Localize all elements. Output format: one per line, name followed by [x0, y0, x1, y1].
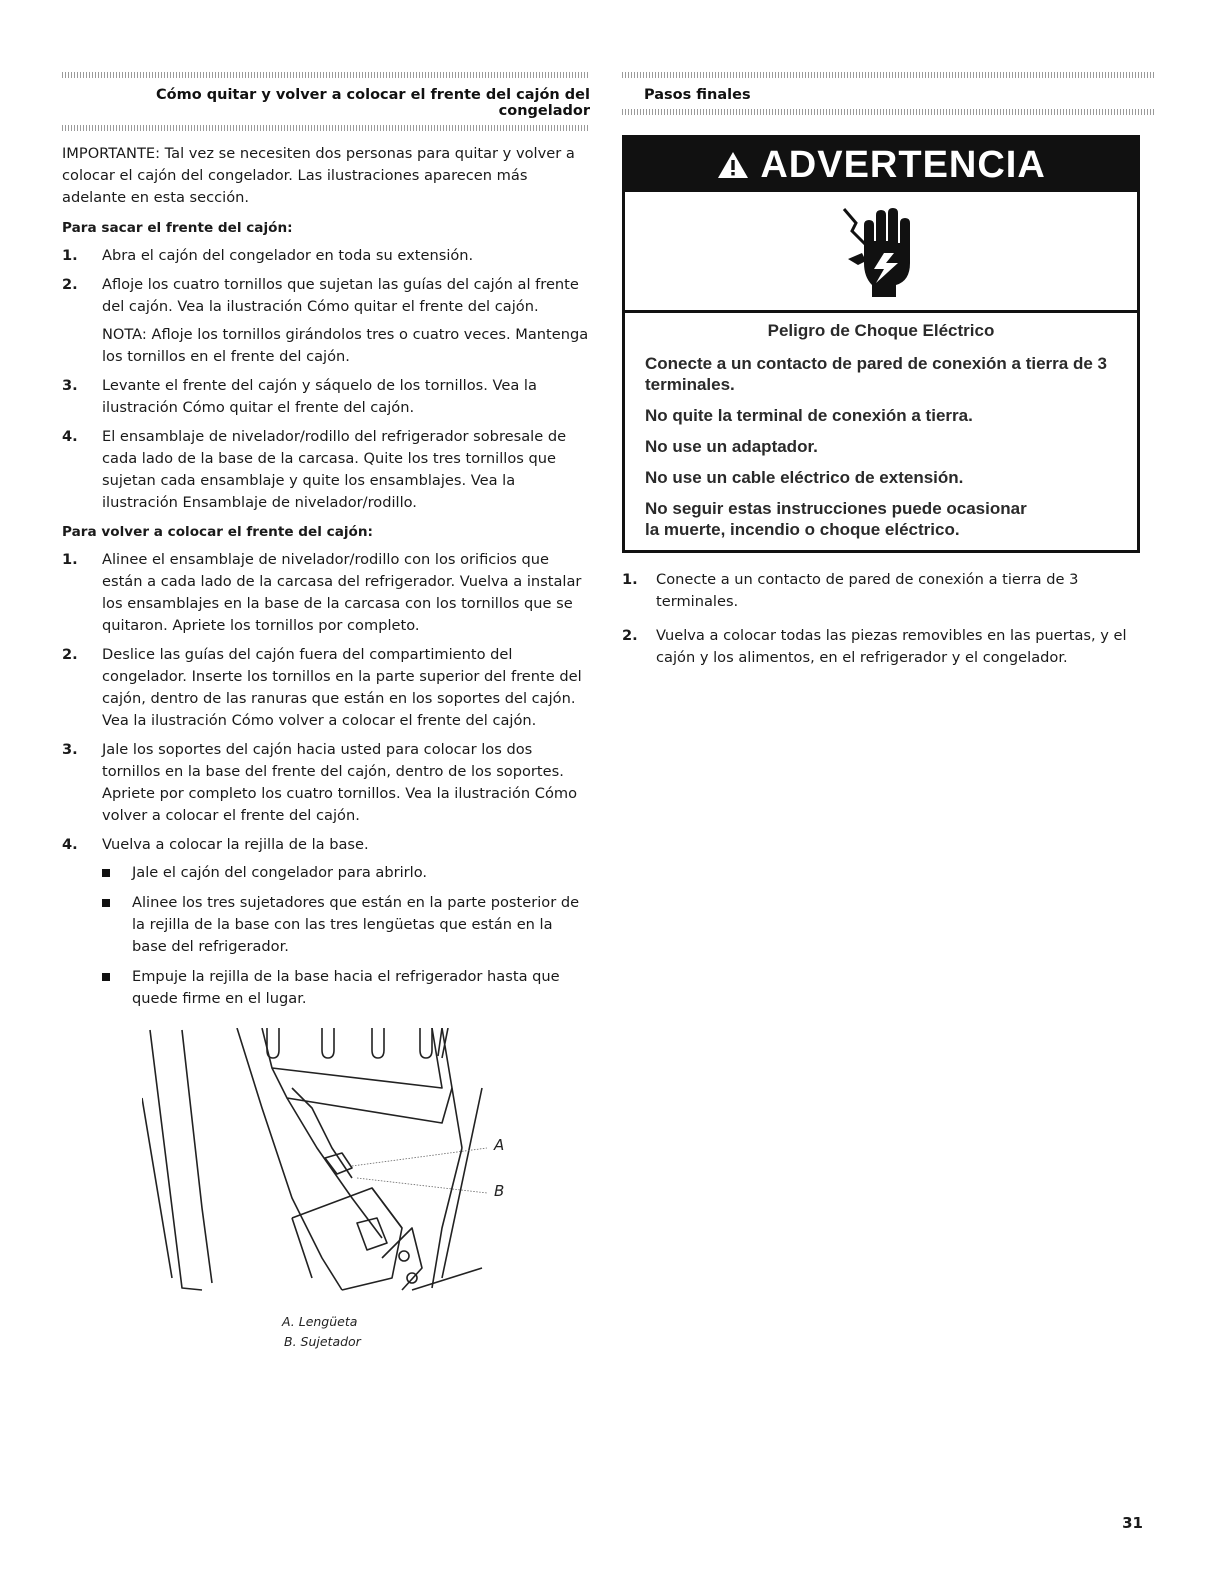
warning-box — [622, 135, 1140, 553]
step-text: Vuelva a colocar la rejilla de la base. — [102, 836, 369, 853]
bullet-square-icon — [102, 973, 110, 981]
list-item — [62, 549, 590, 637]
step-text: Levante el frente del cajón y sáquelo de los tornillos. Vea la ilustración Cómo quitar el frente del cajón. — [102, 377, 537, 416]
remove-subheading: Para sacar el frente del cajón: — [62, 220, 293, 236]
caption-b: B. Sujetador — [284, 1334, 361, 1349]
step-number: 2. — [622, 627, 638, 644]
replace-steps-list — [62, 549, 590, 1010]
warning-line: No quite la terminal de conexión a tierra. — [645, 406, 973, 425]
base-grille-illustration — [142, 1028, 562, 1298]
final-steps — [622, 569, 1156, 669]
step-number: 1. — [622, 571, 638, 588]
step-text: Alinee el ensamblaje de nivelador/rodillo con los orificios que están a cada lado de la carcasa del refrigerador. Vuelva a instalar los ensamblajes en la base de la carcasa con los tornillos que se quitaron. Apriete los tornillos por completo. — [102, 551, 582, 634]
replace-subheading: Para volver a colocar el frente del cajón: — [62, 524, 373, 540]
figure-captions — [282, 1312, 590, 1352]
warning-line: No seguir estas instrucciones puede ocasionar la muerte, incendio o choque eléctrico. — [645, 499, 1027, 539]
section-heading: Pasos finales — [644, 87, 751, 103]
step-text: El ensamblaje de nivelador/rodillo del refrigerador sobresale de cada lado de la base de la carcasa. Quite los tres tornillos que sujetan cada ensamblaje y quite los ensamblajes. Vea la ilustración Ensamblaje de nivelador/rodillo. — [102, 428, 567, 511]
warning-title-text: ADVERTENCIA — [760, 144, 1046, 186]
section-rule-bottom — [62, 125, 590, 131]
step-text: Vuelva a colocar todas las piezas removibles en las puertas, y el cajón y los alimentos, en el refrigerador y el congelador. — [656, 627, 1127, 666]
list-item — [62, 834, 590, 1010]
list-item — [62, 245, 590, 267]
list-item — [622, 625, 1156, 669]
bullet-item — [102, 862, 590, 884]
caption-a: A. Lengüeta — [282, 1314, 358, 1329]
warning-header — [625, 138, 1137, 192]
hazard-title: Peligro de Choque Eléctrico — [767, 321, 995, 340]
bullet-square-icon — [102, 869, 110, 877]
warning-body — [625, 313, 1137, 550]
left-body — [62, 143, 590, 1010]
bullet-item — [102, 966, 590, 1010]
step-text: Afloje los cuatro tornillos que sujetan las guías del cajón al frente del cajón. Vea la ilustración Cómo quitar el frente del cajón. — [102, 276, 579, 315]
step-number: 4. — [62, 836, 78, 853]
final-steps-list — [622, 569, 1156, 669]
list-item — [62, 644, 590, 732]
step-text: Jale los soportes del cajón hacia usted para colocar los dos tornillos en la base del frente del cajón, dentro de los soportes. Apriete por completo los cuatro tornillos. Vea la ilustración Cómo volver a colocar el frente del cajón. — [102, 741, 578, 824]
step-text: Conecte a un contacto de pared de conexión a tierra de 3 terminales. — [656, 571, 1079, 610]
note-text: Afloje los tornillos girándolos tres o cuatro veces. Mantenga los tornillos en el frente del cajón. — [102, 326, 589, 365]
section-heading: Cómo quitar y volver a colocar el frente del cajón del congelador — [156, 87, 590, 119]
warning-line: Conecte a un contacto de pared de conexión a tierra de 3 terminales. — [645, 354, 1107, 394]
intro-paragraph: IMPORTANTE: Tal vez se necesiten dos personas para quitar y volver a colocar el cajón del congelador. Las ilustraciones aparecen más adelante en esta sección. — [62, 145, 575, 206]
step-number: 2. — [62, 276, 78, 293]
step-number: 3. — [62, 377, 78, 394]
illustration-drawing — [142, 1028, 562, 1298]
warning-triangle-icon — [716, 144, 760, 186]
callout-a: A — [494, 1136, 505, 1154]
note-label: NOTA: — [102, 326, 147, 343]
step-text: Abra el cajón del congelador en toda su extensión. — [102, 247, 474, 264]
bullet-text: Jale el cajón del congelador para abrirlo. — [132, 864, 428, 881]
right-column — [622, 72, 1156, 681]
list-item — [62, 739, 590, 827]
bullet-item — [102, 892, 590, 958]
callout-b: B — [494, 1182, 505, 1200]
section-rule-bottom — [622, 109, 1156, 115]
step-number: 4. — [62, 428, 78, 445]
bullet-list — [102, 862, 590, 1010]
left-column — [62, 72, 590, 1352]
list-item — [62, 274, 590, 368]
electric-shock-icon — [625, 192, 1137, 313]
step-text: Deslice las guías del cajón fuera del compartimiento del congelador. Inserte los tornillos en la parte superior del frente del cajón, dentro de las ranuras que están en los soportes del cajón. Vea la ilustración Cómo volver a colocar el frente del cajón. — [102, 646, 582, 729]
list-item — [62, 426, 590, 514]
bullet-text: Alinee los tres sujetadores que están en la parte posterior de la rejilla de la base con las tres lengüetas que están en la base del refrigerador. — [132, 894, 580, 955]
note — [102, 324, 590, 368]
warning-line: No use un cable eléctrico de extensión. — [645, 468, 964, 487]
page-number: 31 — [1122, 1514, 1143, 1532]
bullet-text: Empuje la rejilla de la base hacia el refrigerador hasta que quede firme en el lugar. — [132, 968, 560, 1007]
warning-line: No use un adaptador. — [645, 437, 818, 456]
step-number: 3. — [62, 741, 78, 758]
step-number: 1. — [62, 551, 78, 568]
bullet-square-icon — [102, 899, 110, 907]
list-item — [622, 569, 1156, 613]
step-number: 1. — [62, 247, 78, 264]
remove-steps-list — [62, 245, 590, 514]
list-item — [62, 375, 590, 419]
step-number: 2. — [62, 646, 78, 663]
